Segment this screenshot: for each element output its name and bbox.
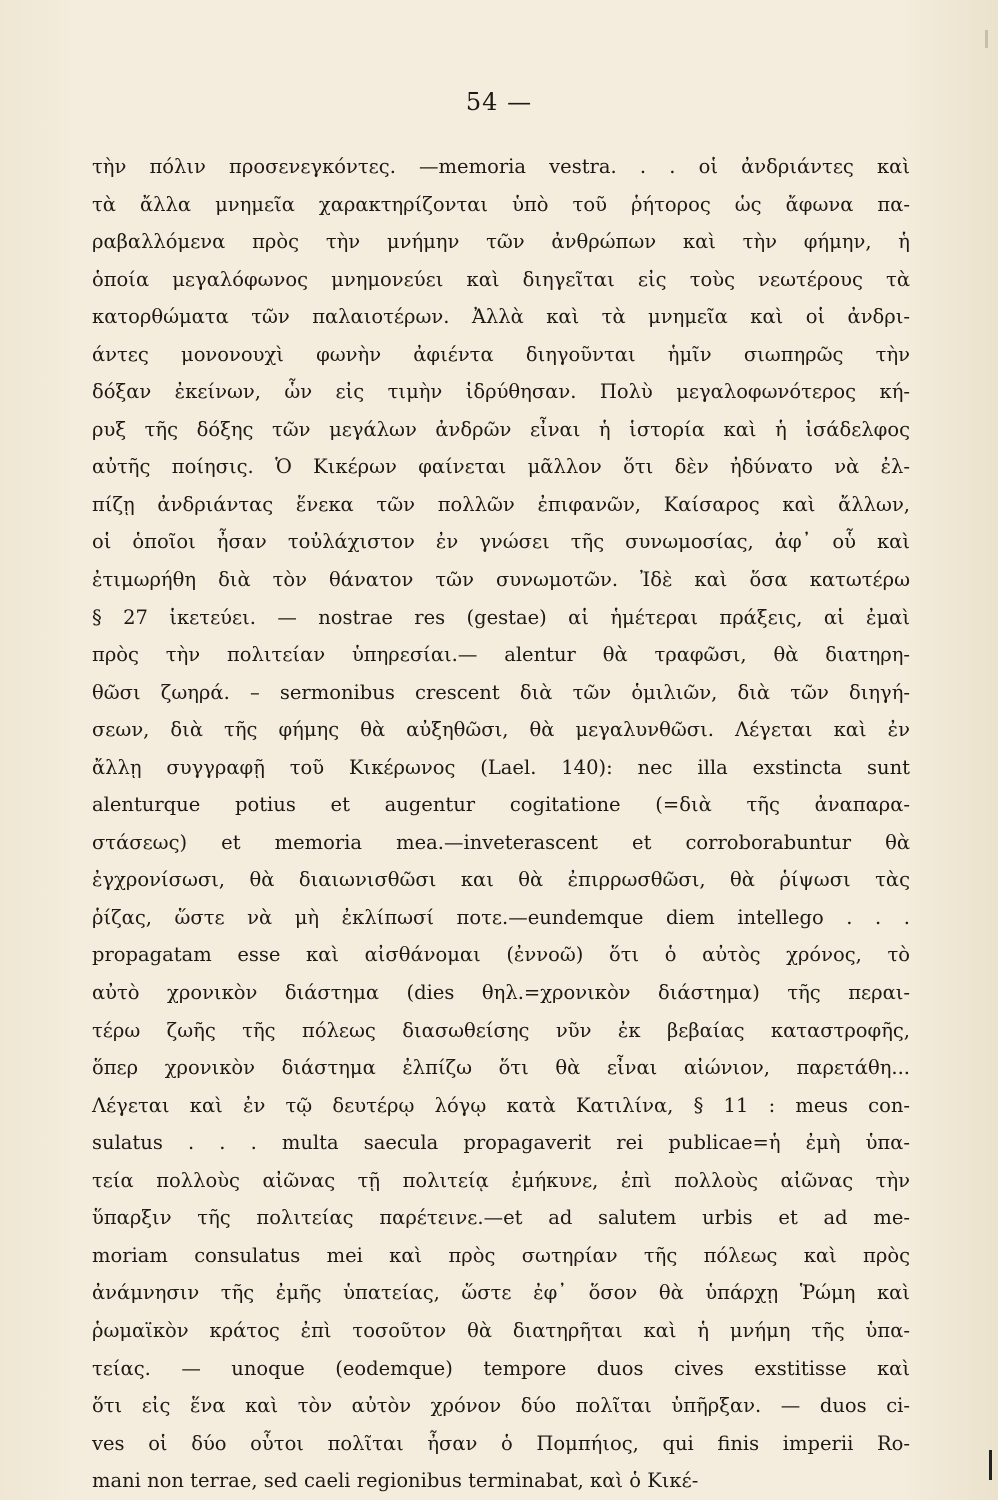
text-line: αὐτῆς ποίησις. Ὁ Κικέρων φαίνεται μᾶλλον ὅτι δὲν ἠδύνατο νὰ ἐλ- [92, 455, 910, 479]
text-line: ῥίζας, ὥστε νὰ μὴ ἐκλίπωσί ποτε.—eundemque diem intellego . . . [92, 905, 910, 929]
text-line: ῥωμαϊκὸν κράτος ἐπὶ τοσοῦτον θὰ διατηρῆται καὶ ἡ μνήμη τῆς ὑπα- [92, 1318, 910, 1342]
text-line: alenturque potius et augentur cogitatione (=διὰ τῆς ἀναπαρα- [92, 793, 910, 817]
body-text [92, 148, 910, 1500]
text-line: στάσεως) et memoria mea.—inveterascent et corroborabuntur θὰ [92, 830, 910, 854]
text-line: τὴν πόλιν προσενεγκόντες. —memoria vestra. . . οἱ ἀνδριάντες καὶ [92, 155, 910, 178]
text-line: sulatus . . . multa saecula propagaverit rei publicae=ἡ ἐμὴ ὑπα- [92, 1131, 910, 1155]
text-line: ἄλλῃ συγγραφῇ τοῦ Κικέρωνος (Lael. 140): nec illa exstincta sunt [92, 755, 910, 779]
text-line: ὅτι εἰς ἕνα καὶ τὸν αὐτὸν χρόνον δύο πολῖται ὑπῆρξαν. — duos ci- [92, 1394, 910, 1418]
page-number: 54 — [465, 88, 533, 116]
text-line: τεία πολλοὺς αἰῶνας τῇ πολιτείᾳ ἐμήκυνε, ἐπὶ πολλοὺς αἰῶνας τὴν [92, 1168, 910, 1192]
text-line: propagatam esse καὶ αἰσθάνομαι (ἐννοῶ) ὅτι ὁ αὐτὸς χρόνος, τὸ [92, 943, 910, 967]
text-line: mani non terrae, sed caeli regionibus terminabat, καὶ ὁ Κικέ- [92, 1469, 699, 1493]
text-line: θῶσι ζωηρά. – sermonibus crescent διὰ τῶν ὁμιλιῶν, διὰ τῶν διηγή- [92, 680, 910, 704]
text-line: § 27 ἱκετεύει. — nostrae res (gestae) αἱ ἡμέτεραι πράξεις, αἱ ἐμαὶ [92, 605, 910, 629]
text-line: αὐτὸ χρονικὸν διάστημα (dies θηλ.=χρονικὸν διάστημα) τῆς περαι- [92, 981, 910, 1005]
page-edge-mark [989, 1450, 992, 1480]
text-line: ἐγχρονίσωσι, θὰ διαιωνισθῶσι και θὰ ἐπιρρωσθῶσι, θὰ ῥίψωσι τὰς [92, 868, 910, 892]
text-line: moriam consulatus mei καὶ πρὸς σωτηρίαν τῆς πόλεως καὶ πρὸς [92, 1243, 910, 1267]
text-line: ραβαλλόμενα πρὸς τὴν μνήμην τῶν ἀνθρώπων καὶ τὴν φήμην, ἡ [92, 230, 910, 254]
text-line: σεων, διὰ τῆς φήμης θὰ αὐξηθῶσι, θὰ μεγαλυνθῶσι. Λέγεται καὶ ἐν [92, 718, 910, 742]
text-line: Λέγεται καὶ ἐν τῷ δευτέρῳ λόγῳ κατὰ Κατιλίνα, § 11 : meus con- [92, 1093, 910, 1117]
text-line: άντες μονονουχὶ φωνὴν ἀφιέντα διηγοῦνται ἡμῖν σιωπηρῶς τὴν [92, 342, 910, 366]
text-line: τὰ ἄλλα μνημεῖα χαρακτηρίζονται ὑπὸ τοῦ ῥήτορος ὡς ἄφωνα πα- [92, 192, 910, 216]
text-line: ὁποία μεγαλόφωνος μνημονεύει καὶ διηγεῖται εἰς τοὺς νεωτέρους τὰ [92, 267, 910, 291]
text-line: ἐτιμωρήθη διὰ τὸν θάνατον τῶν συνωμοτῶν. Ἰδὲ καὶ ὅσα κατωτέρω [92, 568, 910, 592]
text-line: πίζῃ ἀνδριάντας ἕνεκα τῶν πολλῶν ἐπιφανῶν, Καίσαρος καὶ ἄλλων, [92, 492, 910, 516]
text-line: ves οἱ δύο οὗτοι πολῖται ἦσαν ὁ Πομπήιος, qui finis imperii Ro- [92, 1431, 910, 1455]
text-line: οἱ ὁποῖοι ἦσαν τοὐλάχιστον ἐν γνώσει τῆς συνωμοσίας, ἀφ᾽ οὗ καὶ [92, 530, 910, 554]
text-line: τείας. — unoque (eodemque) tempore duos cives exstitisse καὶ [92, 1356, 910, 1380]
text-line: ρυξ τῆς δόξης τῶν μεγάλων ἀνδρῶν εἶναι ἡ ἱστορία καὶ ἡ ἰσάδελφος [92, 417, 910, 441]
text-line: ὅπερ χρονικὸν διάστημα ἐλπίζω ὅτι θὰ εἶναι αἰώνιον, παρετάθη... [92, 1056, 910, 1080]
page-edge-mark [985, 30, 988, 48]
text-line: δόξαν ἐκείνων, ὧν εἰς τιμὴν ἱδρύθησαν. Πολὺ μεγαλοφωνότερος κή- [92, 380, 910, 404]
text-line: κατορθώματα τῶν παλαιοτέρων. Ἀλλὰ καὶ τὰ μνημεῖα καὶ οἱ ἀνδρι- [92, 305, 910, 329]
text-line: τέρω ζωῆς τῆς πόλεως διασωθείσης νῦν ἐκ βεβαίας καταστροφῆς, [92, 1018, 910, 1042]
text-line: πρὸς τὴν πολιτείαν ὑπηρεσίαι.— alentur θὰ τραφῶσι, θὰ διατηρη- [92, 643, 910, 667]
text-line: ὕπαρξιν τῆς πολιτείας παρέτεινε.—et ad salutem urbis et ad me- [92, 1206, 910, 1230]
text-line: ἀνάμνησιν τῆς ἐμῆς ὑπατείας, ὥστε ἐφ᾽ ὅσον θὰ ὑπάρχῃ Ῥώμη καὶ [92, 1281, 910, 1305]
